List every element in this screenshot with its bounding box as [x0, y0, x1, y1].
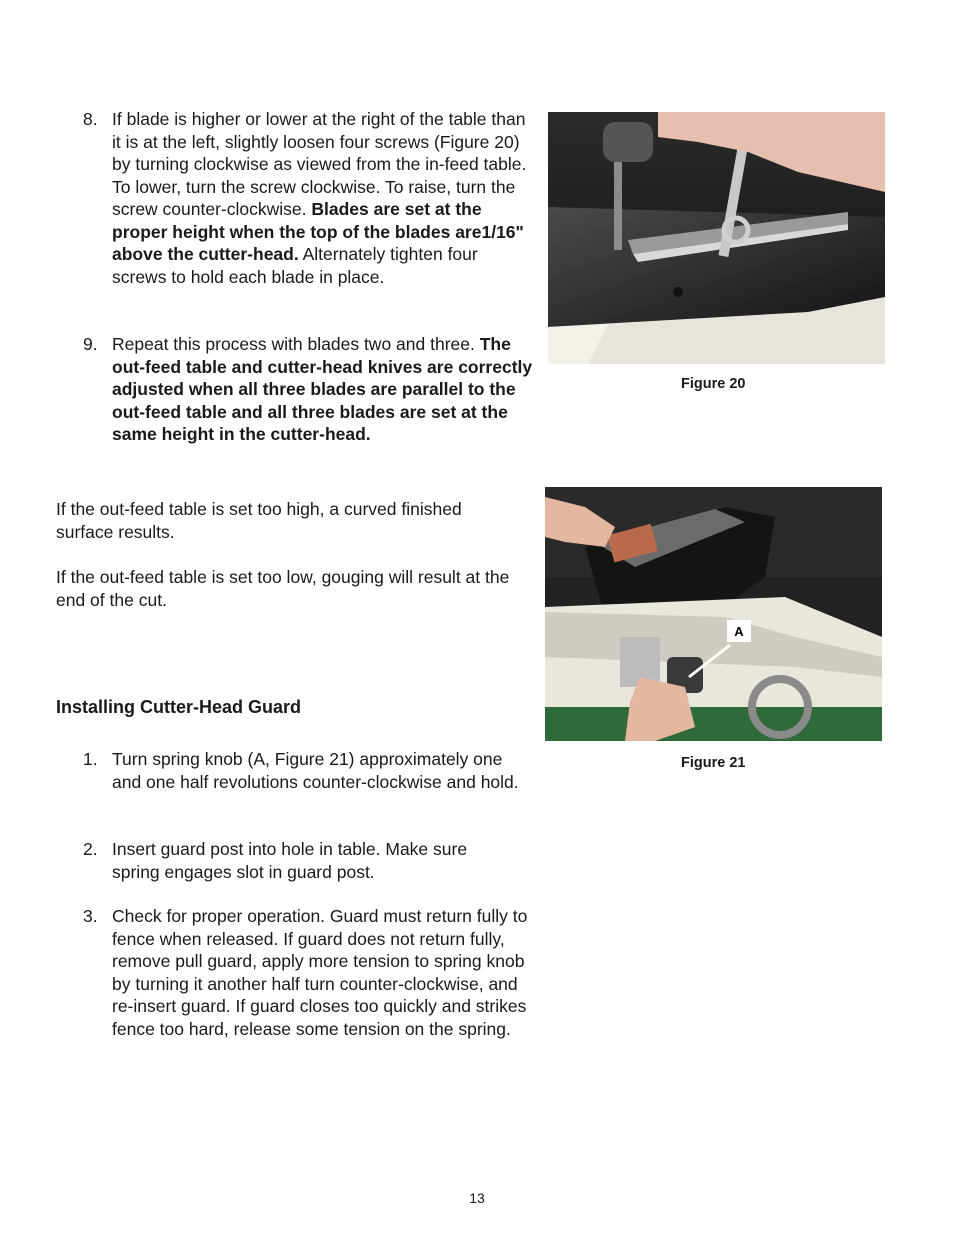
wrench-adjusting-screw-image — [548, 112, 885, 364]
step-8 — [83, 108, 533, 288]
step-text-normal: Alternately tighten four screws to hold each blade in place. — [112, 244, 478, 287]
step-text-normal: If blade is higher or lower at the right of the table than it is at the left, slightly loosen four screws (Figure 20) by turning clockwise as viewed from the in-feed table. To lower, turn the screw clockwise. To raise, turn the screw counter-clockwise. — [112, 109, 527, 219]
step-text: Insert guard post into hole in table. Make sure spring engages slot in guard post. — [112, 839, 468, 882]
spring-knob-guard-image — [545, 487, 882, 741]
step-text: Turn spring knob (A, Figure 21) approximately one and one half revolutions counter-clockwise and hold. — [112, 749, 519, 792]
step-text — [112, 108, 533, 288]
figure-20-caption: Figure 20 — [681, 376, 746, 392]
step-3 — [83, 905, 533, 1040]
paragraph-table-too-low: If the out-feed table is set too low, gouging will result at the end of the cut. — [56, 567, 510, 610]
step-9 — [83, 333, 533, 446]
step-text: Check for proper operation. Guard must return fully to fence when released. If guard does not return fully, remove pull guard, apply more tension to spring knob by turning it another half turn counter-clockwise, and re-insert guard. If guard closes too quickly and strikes fence too hard, release some tension on the spring. — [112, 906, 528, 1039]
step-number: 2. — [83, 839, 98, 859]
callout-label: A — [734, 624, 744, 639]
figure-21-photo — [545, 487, 882, 741]
step-text — [112, 333, 533, 446]
step-number: 9. — [83, 334, 98, 354]
step-text-normal: Repeat this process with blades two and three. — [112, 334, 480, 354]
step-2 — [83, 838, 533, 883]
step-number: 8. — [83, 109, 98, 129]
step-text-bold: The out-feed table and cutter-head knives are correctly adjusted when all three blades are parallel to the out-feed table and all three blades are set at the same height in the cutter-head. — [112, 334, 533, 444]
page-number: 13 — [469, 1190, 485, 1206]
step-1 — [83, 748, 533, 793]
step-text-bold: Blades are set at the proper height when the top of the blades are1/16" above the cutter-head. — [112, 199, 524, 264]
figure-20-photo — [548, 112, 885, 364]
step-number: 1. — [83, 749, 98, 769]
paragraph-table-too-high: If the out-feed table is set too high, a curved finished surface results. — [56, 499, 462, 542]
section-heading: Installing Cutter-Head Guard — [56, 697, 302, 717]
figure-21-caption: Figure 21 — [681, 755, 746, 771]
step-number: 3. — [83, 906, 98, 926]
